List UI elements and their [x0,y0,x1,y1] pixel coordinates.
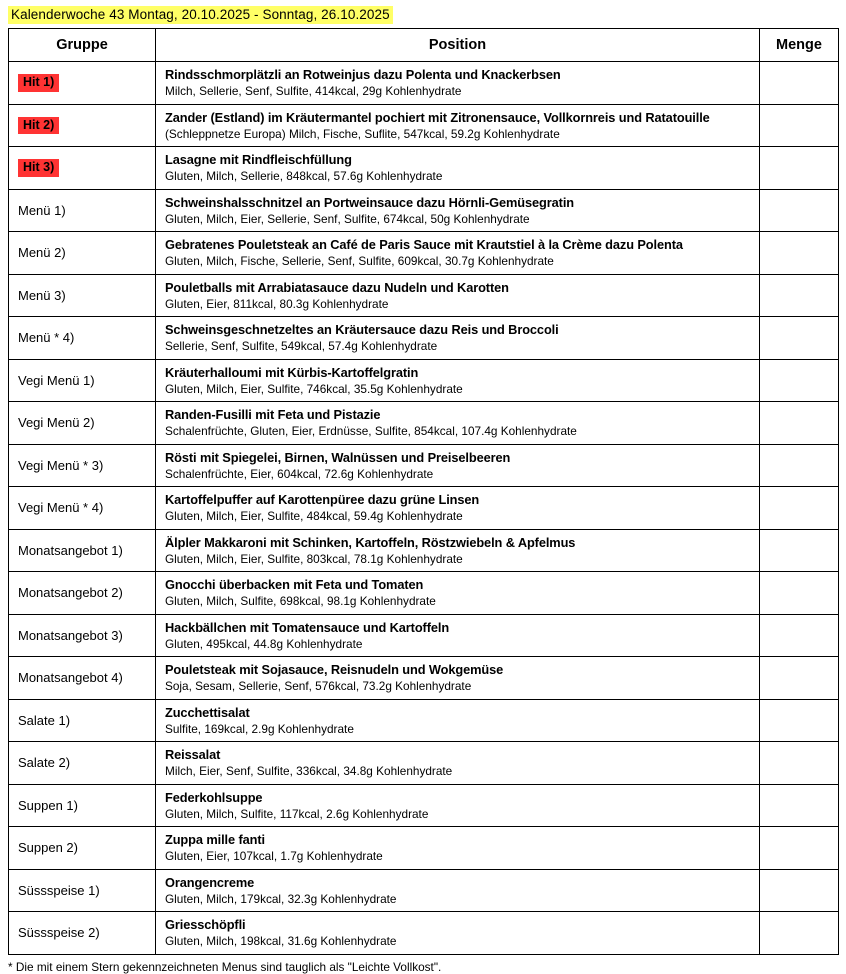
dish-allergens-nutrition: Gluten, Milch, Sulfite, 698kcal, 98.1g Kohlenhydrate [165,594,436,609]
position-cell [156,444,760,487]
group-cell [9,572,156,615]
group-label: Suppen 1) [18,797,78,813]
position-cell [156,699,760,742]
group-cell [9,657,156,700]
position-cell [156,62,760,105]
quantity-cell[interactable] [760,147,839,190]
group-cell [9,274,156,317]
group-cell [9,189,156,232]
group-cell [9,869,156,912]
table-row [9,614,839,657]
dish-name: Griesschöpfli [165,917,246,932]
table-row [9,912,839,955]
quantity-cell[interactable] [760,62,839,105]
quantity-cell[interactable] [760,444,839,487]
position-cell [156,912,760,955]
quantity-cell[interactable] [760,827,839,870]
quantity-cell[interactable] [760,104,839,147]
group-cell [9,742,156,785]
table-row [9,62,839,105]
dish-allergens-nutrition: Gluten, Milch, Eier, Sellerie, Senf, Sulfite, 674kcal, 50g Kohlenhydrate [165,211,530,226]
column-header-position: Position [156,29,760,62]
group-label: Menü 3) [18,287,66,303]
group-cell [9,912,156,955]
dish-allergens-nutrition: Gluten, Milch, Eier, Sulfite, 484kcal, 59.4g Kohlenhydrate [165,509,463,524]
table-row [9,274,839,317]
position-cell [156,572,760,615]
quantity-cell[interactable] [760,657,839,700]
group-cell [9,444,156,487]
group-cell [9,104,156,147]
quantity-cell[interactable] [760,317,839,360]
position-cell [156,827,760,870]
dish-name: Rösti mit Spiegelei, Birnen, Walnüssen und Preiselbeeren [165,449,511,465]
group-cell [9,62,156,105]
table-header-row [9,29,839,62]
group-label: Salate 1) [18,712,71,728]
position-cell [156,869,760,912]
quantity-cell[interactable] [760,274,839,317]
table-row [9,104,839,147]
position-cell [156,657,760,700]
group-label: Vegi Menü 1) [18,372,95,388]
dish-name: Hackbällchen mit Tomatensauce und Kartoffeln [165,619,450,635]
position-cell [156,359,760,402]
hit-badge: Hit 3) [18,159,59,177]
quantity-cell[interactable] [760,572,839,615]
position-cell [156,487,760,530]
position-cell [156,529,760,572]
hit-badge: Hit 1) [18,74,59,92]
column-header-menge: Menge [760,29,839,62]
quantity-cell[interactable] [760,487,839,530]
dish-allergens-nutrition: Gluten, Milch, Eier, Sulfite, 803kcal, 78.1g Kohlenhydrate [165,551,463,566]
group-label: Vegi Menü 2) [18,415,95,431]
group-cell [9,529,156,572]
table-row [9,147,839,190]
dish-allergens-nutrition: Gluten, Eier, 107kcal, 1.7g Kohlenhydrate [165,849,383,864]
dish-allergens-nutrition: Schalenfrüchte, Gluten, Eier, Erdnüsse, Sulfite, 854kcal, 107.4g Kohlenhydrate [165,424,577,439]
quantity-cell[interactable] [760,699,839,742]
table-row [9,232,839,275]
group-cell [9,317,156,360]
dish-allergens-nutrition: Soja, Sesam, Sellerie, Senf, 576kcal, 73.2g Kohlenhydrate [165,679,472,694]
group-cell [9,614,156,657]
table-row [9,869,839,912]
quantity-cell[interactable] [760,402,839,445]
position-cell [156,402,760,445]
group-label: Monatsangebot 3) [18,627,123,643]
dish-name: Reissalat [165,747,221,762]
dish-allergens-nutrition: Gluten, Eier, 811kcal, 80.3g Kohlenhydrate [165,296,389,311]
group-label: Vegi Menü * 3) [18,457,104,473]
table-row [9,784,839,827]
group-label: Monatsangebot 2) [18,585,123,601]
dish-name: Zander (Estland) im Kräutermantel pochiert mit Zitronensauce, Vollkornreis und Ratatouille [165,109,710,125]
table-row [9,317,839,360]
group-label: Salate 2) [18,755,71,771]
table-row [9,699,839,742]
group-cell [9,699,156,742]
dish-allergens-nutrition: Milch, Eier, Senf, Sulfite, 336kcal, 34.8g Kohlenhydrate [165,764,453,779]
dish-name: Randen-Fusilli mit Feta und Pistazie [165,407,381,422]
group-label: Monatsangebot 4) [18,670,123,686]
dish-name: Schweinshalsschnitzel an Portweinsauce dazu Hörnli-Gemüsegratin [165,194,574,210]
table-row [9,742,839,785]
table-row [9,657,839,700]
quantity-cell[interactable] [760,912,839,955]
quantity-cell[interactable] [760,784,839,827]
table-row [9,402,839,445]
dish-allergens-nutrition: Gluten, Milch, Eier, Sulfite, 746kcal, 35.5g Kohlenhydrate [165,381,463,396]
dish-allergens-nutrition: Schalenfrüchte, Eier, 604kcal, 72.6g Kohlenhydrate [165,466,434,481]
group-label: Suppen 2) [18,840,78,856]
dish-name: Gnocchi überbacken mit Feta und Tomaten [165,577,424,592]
position-cell [156,189,760,232]
dish-allergens-nutrition: Gluten, Milch, 198kcal, 31.6g Kohlenhydrate [165,934,397,949]
position-cell [156,147,760,190]
position-cell [156,104,760,147]
position-cell [156,232,760,275]
group-label: Monatsangebot 1) [18,542,123,558]
quantity-cell[interactable] [760,189,839,232]
menu-table-body [9,62,839,955]
group-cell [9,147,156,190]
dish-name: Schweinsgeschnetzeltes an Kräutersauce dazu Reis und Broccoli [165,322,559,337]
position-cell [156,742,760,785]
table-row [9,444,839,487]
group-label: Menü * 4) [18,330,75,346]
menu-table [8,28,839,955]
quantity-cell[interactable] [760,529,839,572]
dish-allergens-nutrition: Gluten, Milch, 179kcal, 32.3g Kohlenhydrate [165,891,397,906]
dish-name: Pouletballs mit Arrabiatasauce dazu Nudeln und Karotten [165,279,509,295]
quantity-cell[interactable] [760,232,839,275]
hit-badge: Hit 2) [18,117,59,135]
dish-name: Zuppa mille fanti [165,832,265,847]
group-label: Menü 1) [18,202,66,218]
table-row [9,529,839,572]
table-row [9,572,839,615]
dish-allergens-nutrition: Sellerie, Senf, Sulfite, 549kcal, 57.4g Kohlenhydrate [165,339,438,354]
dish-allergens-nutrition: (Schleppnetze Europa) Milch, Fische, Suflite, 547kcal, 59.2g Kohlenhydrate [165,126,560,141]
dish-allergens-nutrition: Gluten, Milch, Fische, Sellerie, Senf, Sulfite, 609kcal, 30.7g Kohlenhydrate [165,254,554,269]
dish-allergens-nutrition: Gluten, Milch, Sellerie, 848kcal, 57.6g Kohlenhydrate [165,169,443,184]
dish-name: Rindsschmorplätzli an Rotweinjus dazu Polenta und Knackerbsen [165,67,561,82]
group-label: Süssspeise 1) [18,882,100,898]
dish-name: Zucchettisalat [165,704,250,720]
dish-allergens-nutrition: Gluten, 495kcal, 44.8g Kohlenhydrate [165,636,363,651]
group-cell [9,402,156,445]
group-cell [9,827,156,870]
dish-name: Federkohlsuppe [165,789,263,805]
position-cell [156,317,760,360]
quantity-cell[interactable] [760,742,839,785]
table-row [9,487,839,530]
quantity-cell[interactable] [760,359,839,402]
dish-name: Pouletsteak mit Sojasauce, Reisnudeln und Wokgemüse [165,662,504,677]
dish-name: Kräuterhalloumi mit Kürbis-Kartoffelgratin [165,364,419,380]
table-row [9,189,839,232]
group-label: Vegi Menü * 4) [18,500,104,516]
dish-name: Orangencreme [165,874,255,890]
table-row [9,359,839,402]
group-cell [9,232,156,275]
dish-name: Kartoffelpuffer auf Karottenpüree dazu grüne Linsen [165,492,480,507]
position-cell [156,274,760,317]
group-cell [9,359,156,402]
table-row [9,827,839,870]
dish-allergens-nutrition: Milch, Sellerie, Senf, Sulfite, 414kcal, 29g Kohlenhydrate [165,84,462,99]
dish-allergens-nutrition: Sulfite, 169kcal, 2.9g Kohlenhydrate [165,721,354,736]
position-cell [156,784,760,827]
quantity-cell[interactable] [760,869,839,912]
group-cell [9,487,156,530]
dish-name: Älpler Makkaroni mit Schinken, Kartoffeln, Röstzwiebeln & Apfelmus [165,534,576,550]
week-title: Kalenderwoche 43 Montag, 20.10.2025 - Sonntag, 26.10.2025 [8,6,393,24]
column-header-gruppe: Gruppe [9,29,156,62]
position-cell [156,614,760,657]
group-label: Menü 2) [18,245,66,261]
dish-allergens-nutrition: Gluten, Milch, Sulfite, 117kcal, 2.6g Kohlenhydrate [165,806,429,821]
quantity-cell[interactable] [760,614,839,657]
group-cell [9,784,156,827]
group-label: Süssspeise 2) [18,925,100,941]
dish-name: Lasagne mit Rindfleischfüllung [165,152,352,167]
dish-name: Gebratenes Pouletsteak an Café de Paris Sauce mit Krautstiel à la Crème dazu Polenta [165,237,683,252]
footnote: * Die mit einem Stern gekennzeichneten Menus sind tauglich als "Leichte Vollkost". [8,959,442,974]
